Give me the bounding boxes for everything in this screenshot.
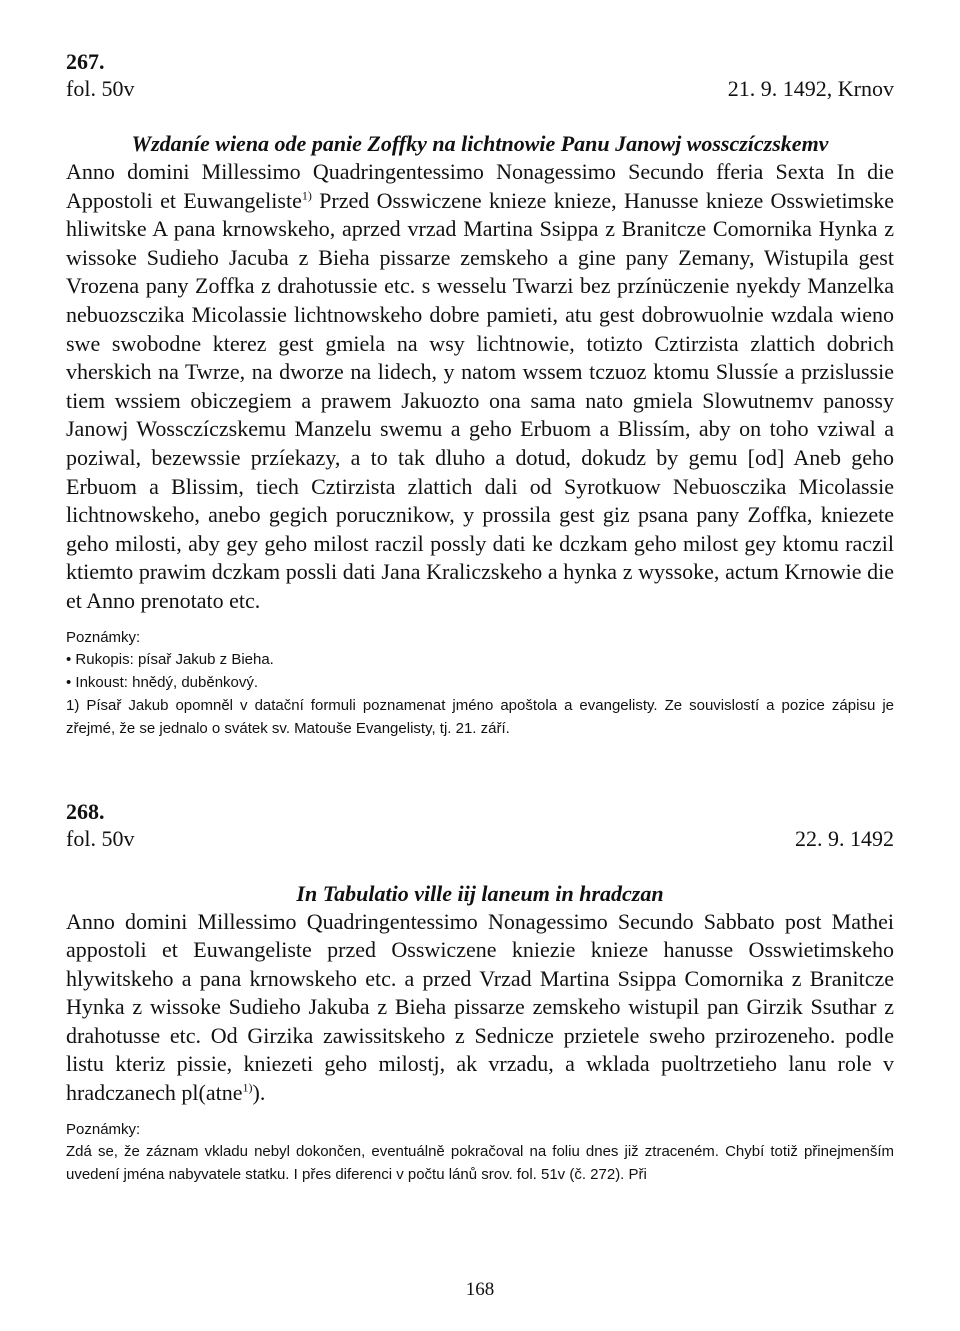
footnote-text: 1) Písař Jakub opomněl v datační formuli poznamenat jméno apoštola a evangelisty. Ze souvislostí a pozice zápisu je zřejmé, že se jednalo o svátek sv. Matouše Evangelisty, tj. 21. září. xyxy=(66,696,894,737)
body-text-start: Anno domini Millessimo Quadringentessimo Nonagessimo Secundo Sabbato post Mathei appostoli et Euwangeliste przed Osswiczene kniezie knieze hanusse Osswietimskeho hlywitskeho a pana krnowskeho etc. a przed Vrzad Martina Ssippa Comornika z Branitcze Hynka z wissoke Sudieho Jakuba z Bieha pissarze zemskeho wistupil pan Girzik Ssuthar z drahotusse etc. Od Girzika zawissitskeho z Sednicze przietele sweho przirozeneho. podle listu kteriz pissie, kniezeti geho milostj, ak vrzadu, a wklada puoltrzetieho lanu role v hradczanech pl(atne xyxy=(66,908,894,1106)
folio-reference: fol. 50v xyxy=(66,76,135,101)
entry-number: 267. xyxy=(66,49,105,74)
page-number: 168 xyxy=(465,1279,495,1300)
entry-number: 268. xyxy=(66,798,105,824)
entry-body xyxy=(66,908,894,1108)
body-text-end: Przed Osswiczene knieze knieze, Hanusse knieze Osswietimske hliwitske A pana krnowskeho, aprzed vrzad Martina Ssippa z Branitcze Comornika Hynka z wissoke Sudieho Jacuba z Bieha pissarze zemskeho a gine pany Zemany, Wistupila gest Vrozena pany Zoffka z drahotussie etc. s wesselu Twarzi bez przínüczenie nyekdy Manzelka nebuozsczika Micolassie lichtnowskeho dobre pamieti, atu gest dobrowuolnie wzdala wieno swe swobodne kterez gest gmiela na wsy lichtnowie, totizto Cztirzista zlattich dobrich vherskich na Twrze, na dworze na lidech, y natom wssem tczuoz ktomu Slussíe a przislussie tiem wssiem obiczegiem a prawem Jakuozto ona sama nato gmiela Slowutnemv panossy Janowj Wossczíczskemu Manzelu swemu a geho Erbuom a Blissím, aby on toho vziwal a poziwal, bezewssie przíekazy, a to tak dluho a dotud, dokudz by gemu [od] Aneb geho Erbuom a Blissim, tiech Cztirzista zlattich dali od Syrotkuow Nebuosczika Micolassie lichtnowskeho, anebo gegich porucznikow, y prossila gest giz psana pany Zoffka, kniezete geho milosti, aby gey geho milost raczil possly dati ke dczkam geho milost gey ktomu raczil ktiemto prawim dczkam possli dati Jana Kraliczskeho a hynka z wyssoke, actum Krnowie die et Anno prenotato etc. xyxy=(66,187,894,613)
notes-label: Poznámky: xyxy=(66,1120,141,1138)
body-text-start: Anno domini Millessimo Quadringentessimo Nonagessimo Secundo fferia Sexta In die Appostoli et Euwangeliste xyxy=(66,159,894,213)
folio-date-row xyxy=(66,826,894,852)
page-content xyxy=(66,48,894,1186)
footnote-marker: 1) xyxy=(242,1080,253,1095)
notes-label: Poznámky: xyxy=(66,628,141,646)
entry-267 xyxy=(66,48,894,740)
footnote-marker: 1) xyxy=(301,188,312,203)
note-manuscript: • Rukopis: písař Jakub z Bieha. xyxy=(66,650,274,668)
folio-date-row xyxy=(66,76,894,102)
entry-date: 21. 9. 1492, Krnov xyxy=(727,76,894,101)
body-text-end: ). xyxy=(252,1080,266,1106)
note-ink: • Inkoust: hnědý, duběnkový. xyxy=(66,673,259,691)
entry-date: 22. 9. 1492 xyxy=(795,825,894,851)
entry-title: In Tabulatio ville iij laneum in hradczan xyxy=(296,880,664,906)
entry-title: Wzdaníe wiena ode panie Zoffky na lichtnowie Panu Janowj wossczíczskemv xyxy=(131,131,829,156)
entry-268 xyxy=(66,798,894,1186)
entry-body xyxy=(66,158,894,616)
folio-reference: fol. 50v xyxy=(66,825,135,851)
footnote-text: Zdá se, že záznam vkladu nebyl dokončen, eventuálně pokračoval na foliu dnes již ztraceném. Chybí totiž přinejmenším uvedení jména nabyvatele statku. I přes diferenci v počtu lánů srov. fol. 51v (č. 272). Při xyxy=(66,1142,894,1183)
